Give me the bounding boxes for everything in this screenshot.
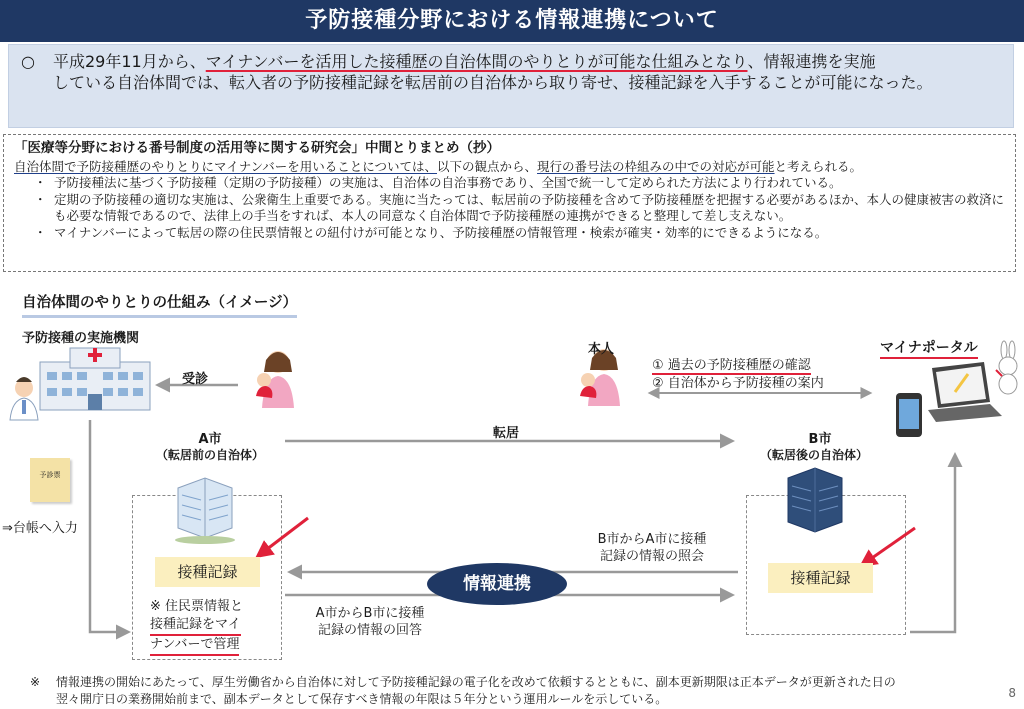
footnote — [30, 674, 990, 708]
smartphone-icon — [896, 393, 922, 437]
ledger-arrow — [90, 420, 128, 632]
manage-line-1: ※ 住民票情報と — [150, 599, 244, 614]
city-b-label: B市 — [808, 432, 832, 447]
inquiry-line-1: B市からA市に接種 — [597, 532, 707, 547]
record-b-pointer — [862, 528, 915, 565]
study-intro-underline-2: 現行の番号法の枠組みの中での対応が可能 — [537, 158, 775, 174]
city-a-label: A市 — [198, 432, 222, 447]
doctor-icon — [10, 377, 38, 420]
note-card-label: 予診票 — [39, 471, 61, 479]
move-label: 転居 — [493, 426, 520, 441]
inquiry-label — [572, 531, 732, 565]
study-title: 「医療等分野における番号制度の活用等に関する研究会」中間とりまとめ（抄） — [14, 140, 500, 156]
manage-line-2 — [150, 616, 243, 636]
rabbit-mascot-icon — [996, 341, 1017, 394]
laptop-icon — [928, 362, 1002, 422]
manage-line-3-text: ナンバーで管理 — [150, 636, 239, 656]
footnote-mark: ※ — [30, 675, 41, 689]
study-bullet: ・ マイナンバーによって転居の際の住民票情報との紐付けが可能となり、予防接種歴の情報管理・検索が確実・効率的にできるようになる。 — [42, 225, 1005, 242]
mother-child-icon — [580, 349, 620, 406]
answer-line-1: A市からB市に接種 — [315, 606, 425, 621]
portal-item-1-text: ① 過去の予防接種歴の確認 — [652, 354, 811, 375]
study-intro-end: と考えられる。 — [774, 158, 863, 174]
building-a-icon — [175, 478, 235, 544]
study-bullet: ・ 予防接種法に基づく予防接種（定期の予防接種）の実施は、自治体の自治事務であり、全国で統一して定められた方法により行われている。 — [42, 175, 1005, 192]
diagram-heading: 自治体間のやりとりの仕組み（イメージ） — [22, 291, 297, 318]
footnote-line-1: 情報連携の開始にあたって、厚生労働省から自治体に対して予防接種記録の電子化を改めて依頼するとともに、副本更新期限は正本データが更新された日の — [56, 675, 896, 689]
summary-line-2: している自治体間では、転入者の予防接種記録を転居前の自治体から取り寄せ、接種記録を入手することが可能になった。 — [53, 73, 933, 92]
ledger-label: ⇒台帳へ入力 — [2, 521, 78, 536]
link-center-badge: 情報連携 — [427, 563, 567, 605]
study-intro-underline-1: 自治体間で予防接種歴のやりとりにマイナンバーを用いることについては、 — [14, 158, 438, 174]
study-bullet: ・ 定期の予防接種の適切な実施は、公衆衛生上重要である。実施に当たっては、転居前の予防接種を含めて予防接種歴を把握する必要があるほか、本人の健康被害の救済にも必要な情報であるので、法律上の手当をすれば、本人の同意なく自治体間で予防接種歴の連携ができると整理して差し支えない。 — [42, 192, 1005, 225]
portal-upload-arrow — [910, 455, 955, 632]
manage-line-2-text: 接種記録をマイ — [150, 616, 241, 636]
note-card — [30, 458, 70, 502]
study-intro-mid: 以下の観点から、 — [437, 158, 538, 174]
consult-label: 受診 — [182, 372, 209, 387]
manage-line-3 — [150, 636, 243, 656]
footnote-line-2: 翌々開庁日の業務開始前まで、副本データとして保存すべき情報の年限は５年分という運用ルールを示している。 — [56, 692, 668, 706]
institution-label: 予防接種の実施機関 — [22, 331, 140, 346]
record-b: 接種記録 — [768, 563, 873, 593]
page-title: 予防接種分野における情報連携について — [0, 0, 1024, 42]
portal-item-2: ② 自治体から予防接種の案内 — [652, 376, 824, 391]
person-label: 本人 — [588, 342, 615, 357]
manage-note — [150, 598, 243, 656]
record-a: 接種記録 — [155, 557, 260, 587]
city-a-sublabel: （転居前の自治体） — [156, 448, 265, 462]
summary-highlight: マイナンバーを活用した接種歴の自治体間のやりとりが可能な仕組みとなり — [205, 52, 748, 71]
portal-label: マイナポータル — [880, 337, 978, 359]
city-b-sublabel: （転居後の自治体） — [760, 448, 869, 462]
hospital-icon — [40, 348, 150, 410]
inquiry-line-2: 記録の情報の照会 — [599, 549, 704, 564]
record-a-pointer — [258, 518, 308, 556]
answer-line-2: 記録の情報の回答 — [317, 623, 422, 638]
summary-text-after: 、情報連携を実施 — [747, 52, 876, 71]
mother-child-icon — [256, 351, 294, 408]
summary-bullet: ○ — [21, 52, 35, 71]
answer-label — [290, 605, 450, 639]
building-b-icon — [788, 468, 842, 532]
page-number: 8 — [1008, 686, 1016, 700]
summary-text-before: 平成29年11月から、 — [53, 52, 206, 71]
